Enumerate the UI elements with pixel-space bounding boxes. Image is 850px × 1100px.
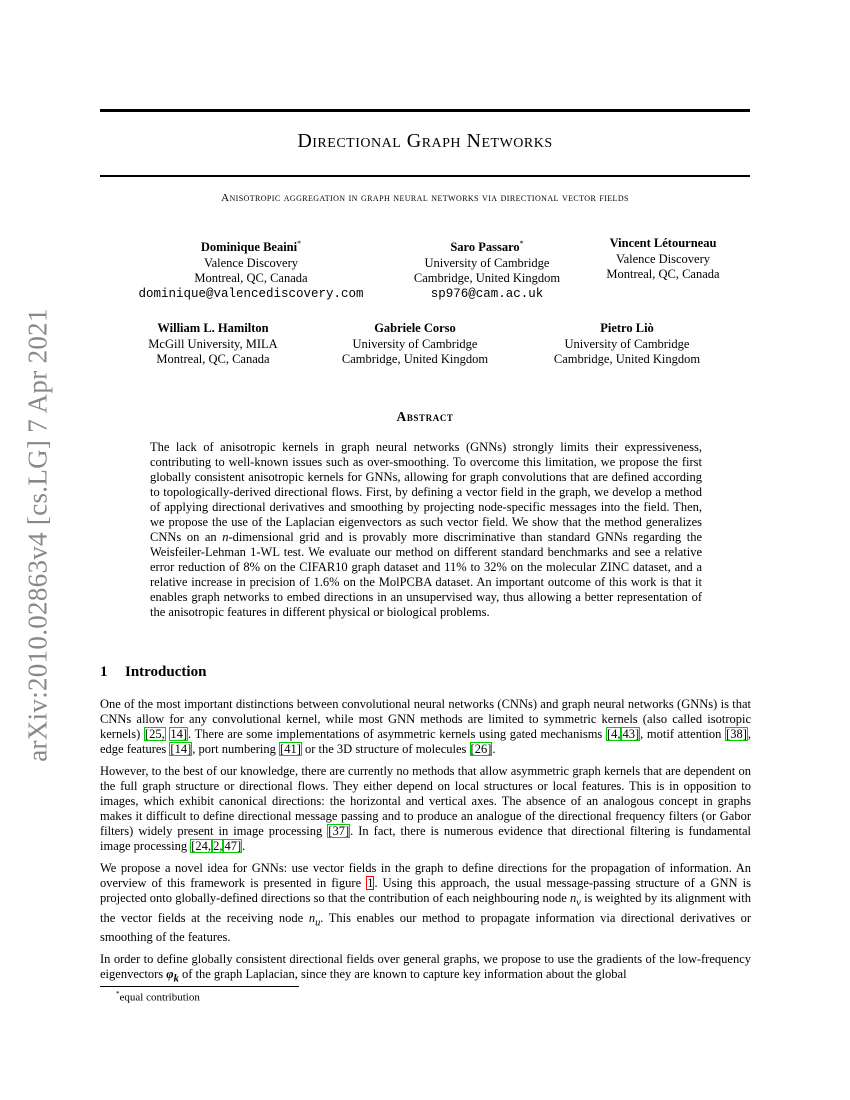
math-n-v: $n_v$ bbox=[570, 891, 581, 909]
author-block bbox=[554, 321, 700, 368]
section-title: Introduction bbox=[125, 664, 207, 680]
citation-link[interactable]: [14] bbox=[170, 742, 192, 756]
author-location: Montreal, QC, Canada bbox=[606, 267, 720, 281]
author-block bbox=[414, 236, 560, 302]
title-rule-top bbox=[100, 109, 750, 112]
author-location: Cambridge, United Kingdom bbox=[413, 271, 561, 286]
equal-contribution-mark: * bbox=[297, 239, 302, 248]
author-name: Saro Passaro bbox=[450, 240, 520, 255]
author-affiliation: Valence Discovery bbox=[203, 255, 299, 270]
math-n-u: $n_u$ bbox=[308, 910, 321, 928]
author-location: Montreal, QC, Canada bbox=[194, 271, 308, 286]
author-email[interactable]: sp976@cam.ac.uk bbox=[430, 286, 544, 301]
section-number: 1 bbox=[100, 664, 108, 680]
title-rule-bottom bbox=[100, 175, 750, 177]
author-block bbox=[342, 321, 488, 368]
author-location: Cambridge, United Kingdom bbox=[341, 352, 489, 366]
citation-link[interactable]: 47] bbox=[224, 839, 242, 853]
figure-link[interactable]: 1 bbox=[367, 876, 374, 890]
author-name: Gabriele Corso bbox=[374, 321, 456, 335]
author-name: Pietro Liò bbox=[600, 321, 654, 335]
author-affiliation: University of Cambridge bbox=[424, 255, 550, 270]
author-location: Cambridge, United Kingdom bbox=[553, 352, 701, 366]
paper-subtitle: Anisotropic aggregation in graph neural networks via directional vector fields bbox=[221, 192, 629, 204]
citation-link[interactable]: [25, bbox=[144, 727, 165, 741]
author-affiliation: University of Cambridge bbox=[352, 336, 478, 351]
footnote: *equal contribution bbox=[116, 990, 200, 1004]
footnote-rule bbox=[100, 986, 299, 987]
citation-link[interactable]: 2, bbox=[213, 839, 223, 853]
introduction-body bbox=[100, 697, 751, 994]
citation-link[interactable]: 43] bbox=[622, 727, 640, 741]
citation-link[interactable]: [41] bbox=[280, 742, 301, 756]
math-n: n bbox=[222, 530, 229, 544]
section-heading-introduction bbox=[100, 664, 206, 681]
citation-link[interactable]: 14] bbox=[170, 727, 188, 741]
author-affiliation: University of Cambridge bbox=[564, 336, 690, 351]
author-name: Vincent Létourneau bbox=[609, 236, 717, 250]
arxiv-watermark: arXiv:2010.02863v4 [cs.LG] 7 Apr 2021 bbox=[22, 308, 53, 762]
author-block bbox=[138, 236, 363, 302]
author-block bbox=[148, 321, 277, 368]
citation-link[interactable]: [26] bbox=[470, 742, 492, 756]
author-affiliation: McGill University, MILA bbox=[148, 336, 278, 351]
author-affiliation: Valence Discovery bbox=[615, 251, 711, 266]
author-name: Dominique Beaini bbox=[200, 240, 298, 255]
abstract-text: The lack of anisotropic kernels in graph neural networks (GNNs) strongly limits their expressiveness, contributing to well-known issues such as over-smoothing. To overcome this limitation, we propose the first globally consistent anisotropic kernels for GNNs, allowing for graph convolutions that are defined according to topologically-derived directional flows. First, by defining a vector field in the graph, we develop a method of applying directional derivatives and smoothing by projecting node-specific messages into the field. Then, we propose the use of the Laplacian eigenvectors as such vector field. We show that the method generalizes CNNs on an n-dimensional grid and is provably more discriminative than standard GNNs regarding the Weisfeiler-Lehman 1-WL test. We evaluate our method on different standard benchmarks and see a relative error reduction of 8% on the CIFAR10 graph dataset and 11% to 32% on the molecular ZINC dataset, and a relative increase in precision of 1.6% on the MolPCBA dataset. An important outcome of this work is that it enables graph networks to embed directions in an unsupervised way, thus allowing a better representation of the anisotropic features in different physical or biological problems. bbox=[150, 440, 703, 619]
equal-contribution-mark: * bbox=[519, 239, 524, 248]
author-location: Montreal, QC, Canada bbox=[156, 352, 270, 366]
author-name: William L. Hamilton bbox=[157, 321, 269, 335]
paper-title: Directional Graph Networks bbox=[297, 130, 553, 152]
math-phi-k: $\varphi_k$ bbox=[166, 967, 179, 985]
citation-link[interactable]: [4, bbox=[606, 727, 621, 741]
author-email[interactable]: dominique@valencediscovery.com bbox=[138, 286, 364, 301]
paragraph: One of the most important distinctions between convolutional neural networks (CNNs) and graph neural networks (GNNs) is that CNNs allow for any convolutional kernel, while most GNN methods are limited to symmetric kernels (also called isotropic kernels) [25, 14]. There are some implementations of asymmetric kernels using gated mechanisms [4, 43], motif attention [38], edge features [14], port numbering [41] or the 3D structure of molecules [26]. bbox=[100, 697, 751, 756]
paragraph: In order to define globally consistent directional fields over general graphs, we propose to use the gradients of the low-frequency eigenvectors $\varphi_k$ of the graph Laplacian, since they are known to capture key information about the global bbox=[100, 952, 751, 985]
paragraph: We propose a novel idea for GNNs: use vector fields in the graph to define directions for the propagation of information. An overview of this framework is presented in figure 1. Using this approach, the usual message-passing structure of a GNN is projected onto globally-defined directions so that the contribution of each neighbouring node $n_v$ is weighted by its alignment with the vector fields at the receiving node $n_u$. This enables our method to propagate information via directional derivatives or smoothing of the features. bbox=[100, 861, 751, 944]
citation-link[interactable]: [37] bbox=[328, 824, 350, 838]
citation-link[interactable]: [38] bbox=[726, 727, 747, 741]
abstract-heading: Abstract bbox=[396, 409, 454, 424]
author-block bbox=[606, 236, 719, 283]
paragraph: However, to the best of our knowledge, there are currently no methods that allow asymmetric graph kernels that are dependent on the full graph structure or directional flows. They either depend on local structures or local features. This is in opposition to images, which exhibit canonical directions: the horizontal and vertical axes. The absence of an analogous concept in graphs makes it difficult to define directional message passing and to produce an analogue of the directional frequency filters (or Gabor filters) widely present in image processing [37]. In fact, there is numerous evidence that directional filtering is fundamental image processing [24, 2, 47]. bbox=[100, 764, 751, 853]
citation-link[interactable]: [24, bbox=[191, 839, 212, 853]
